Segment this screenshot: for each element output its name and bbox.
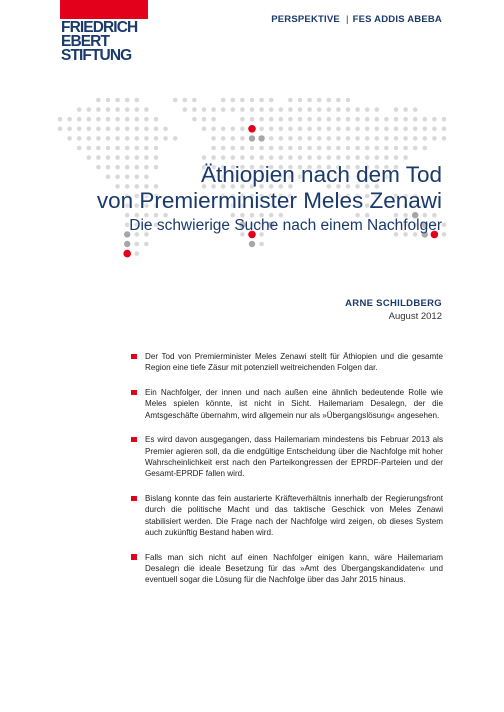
map-dot — [106, 117, 111, 122]
map-dot — [355, 107, 360, 112]
map-dot — [423, 117, 428, 122]
map-dot — [221, 107, 226, 112]
map-dot — [125, 98, 130, 103]
map-dot — [115, 146, 120, 151]
map-dot — [317, 107, 322, 112]
summary-item — [131, 552, 443, 586]
logo-line-1: FRIEDRICH — [61, 19, 138, 36]
map-dot — [240, 136, 245, 141]
map-dot — [249, 241, 255, 247]
map-dot — [202, 155, 207, 160]
map-dot — [355, 117, 360, 122]
map-dot — [211, 107, 216, 112]
map-dot — [221, 155, 226, 160]
map-dot — [231, 98, 236, 103]
header-separator: | — [345, 14, 349, 25]
map-dot — [240, 146, 245, 151]
map-dot — [96, 155, 101, 160]
map-dot — [423, 127, 428, 132]
map-dot — [87, 155, 92, 160]
map-dot — [87, 107, 92, 112]
map-dot — [259, 107, 264, 112]
map-dot — [403, 127, 408, 132]
publication-date: August 2012 — [388, 311, 442, 322]
map-dot — [240, 107, 245, 112]
map-dot — [259, 146, 264, 151]
map-dot — [67, 117, 72, 122]
map-dot — [163, 136, 168, 141]
map-dot — [58, 127, 63, 132]
map-dot — [403, 136, 408, 141]
map-dot — [211, 146, 216, 151]
summary-item — [131, 387, 443, 421]
map-dot — [394, 146, 399, 151]
map-dot — [221, 127, 226, 132]
map-dot — [250, 107, 255, 112]
map-dot — [115, 136, 120, 141]
map-dot — [346, 117, 351, 122]
map-dot — [375, 146, 380, 151]
map-dot — [173, 136, 178, 141]
publisher-label: FES ADDIS ABEBA — [352, 14, 442, 25]
map-dot — [394, 117, 399, 122]
map-dot — [211, 155, 216, 160]
map-dot — [298, 146, 303, 151]
map-dot — [259, 117, 264, 122]
map-dot — [346, 155, 351, 160]
map-dot — [154, 146, 159, 151]
map-dot — [183, 98, 188, 103]
map-dot — [279, 146, 284, 151]
map-dot — [240, 98, 245, 103]
map-dot — [269, 146, 274, 151]
map-dot — [231, 107, 236, 112]
map-dot — [106, 136, 111, 141]
map-dot — [317, 155, 322, 160]
map-dot — [365, 146, 370, 151]
map-dot — [231, 155, 236, 160]
map-dot — [211, 127, 216, 132]
map-dot — [432, 136, 437, 141]
map-dot — [307, 136, 312, 141]
map-dot — [192, 117, 197, 122]
map-dot — [144, 155, 149, 160]
map-dot — [96, 98, 101, 103]
map-dot — [317, 136, 322, 141]
map-dot — [183, 107, 188, 112]
map-dot — [298, 107, 303, 112]
map-dot — [307, 98, 312, 103]
map-dot — [125, 117, 130, 122]
map-dot — [403, 155, 408, 160]
map-dot — [269, 107, 274, 112]
map-dot — [87, 127, 92, 132]
map-dot — [250, 155, 255, 160]
map-dot — [77, 127, 82, 132]
bullet-square-icon — [131, 554, 137, 560]
map-dot — [77, 107, 82, 112]
map-dot — [173, 98, 178, 103]
map-dot — [279, 127, 284, 132]
map-dot — [432, 127, 437, 132]
map-dot — [288, 146, 293, 151]
series-label: PERSPEKTIVE — [271, 14, 340, 25]
map-dot — [115, 107, 120, 112]
map-dot — [250, 117, 255, 122]
map-dot — [231, 127, 236, 132]
map-dot — [231, 136, 236, 141]
map-dot — [77, 136, 82, 141]
map-dot — [375, 117, 380, 122]
map-dot — [202, 107, 207, 112]
map-dot — [202, 117, 207, 122]
map-dot — [423, 136, 428, 141]
map-dot — [96, 107, 101, 112]
map-dot — [403, 117, 408, 122]
summary-text: Der Tod von Premierminister Meles Zenawi stellt für Äthiopien und die gesamte Region eine tiefe Zäsur mit potenziell weitreichenden Folgen dar. — [145, 352, 443, 373]
map-dot — [154, 155, 159, 160]
title-line-1: Äthiopien nach dem Tod — [200, 162, 442, 187]
map-dot — [135, 155, 140, 160]
map-dot — [96, 127, 101, 132]
map-dot — [288, 136, 293, 141]
map-dot — [77, 117, 82, 122]
map-dot — [106, 127, 111, 132]
map-dot — [192, 107, 197, 112]
map-dot — [298, 117, 303, 122]
map-dot — [279, 136, 284, 141]
map-dot — [327, 155, 332, 160]
map-dot — [442, 223, 447, 228]
map-dot — [135, 251, 140, 256]
map-dot — [394, 127, 399, 132]
map-dot — [413, 117, 418, 122]
map-dot — [125, 146, 130, 151]
map-dot — [279, 117, 284, 122]
map-dot — [336, 127, 341, 132]
map-dot — [327, 127, 332, 132]
map-dot — [355, 155, 360, 160]
map-dot — [279, 155, 284, 160]
map-dot — [327, 146, 332, 151]
map-dot — [87, 117, 92, 122]
map-dot — [144, 117, 149, 122]
map-dot — [442, 136, 447, 141]
map-dot — [317, 117, 322, 122]
map-dot — [307, 127, 312, 132]
map-dot — [240, 117, 245, 122]
map-dot — [288, 117, 293, 122]
map-dot — [307, 107, 312, 112]
map-dot — [250, 146, 255, 151]
map-dot — [240, 127, 245, 132]
map-dot — [87, 146, 92, 151]
map-dot — [403, 107, 408, 112]
map-dot — [125, 107, 130, 112]
map-dot — [394, 136, 399, 141]
summary-text: Bislang konnte das fein austarierte Kräfteverhältnis innerhalb der Regierungsfront durch die politische Macht und das taktische Geschick von Meles Zenawi stabilisiert werden. Die Frage nach der Nachfolge wird zeigen, ob dieses System auch zukünftig Bestand haben wird. — [145, 494, 443, 538]
map-dot — [384, 155, 389, 160]
title-line-2: von Premierminister Meles Zenawi — [96, 188, 442, 213]
map-dot — [375, 136, 380, 141]
map-dot — [249, 135, 255, 141]
map-dot — [125, 155, 130, 160]
map-dot — [413, 127, 418, 132]
map-dot — [135, 117, 140, 122]
map-dot — [336, 155, 341, 160]
map-dot — [106, 155, 111, 160]
map-dot — [288, 155, 293, 160]
map-dot — [413, 146, 418, 151]
summary-item — [131, 493, 443, 538]
map-dot — [375, 155, 380, 160]
map-dot — [144, 136, 149, 141]
map-dot — [231, 146, 236, 151]
map-dot — [115, 155, 120, 160]
map-dot — [240, 155, 245, 160]
map-dot — [163, 127, 168, 132]
map-dot — [106, 107, 111, 112]
map-dot — [413, 136, 418, 141]
map-dot — [288, 107, 293, 112]
map-dot — [154, 136, 159, 141]
map-dot — [154, 117, 159, 122]
map-dot — [87, 136, 92, 141]
map-dot — [154, 127, 159, 132]
map-dot — [288, 98, 293, 103]
map-dot — [327, 107, 332, 112]
document-title — [97, 162, 442, 214]
map-dot — [135, 242, 140, 247]
map-dot — [327, 136, 332, 141]
map-dot — [365, 127, 370, 132]
map-dot — [135, 136, 140, 141]
map-dot — [355, 136, 360, 141]
bullet-square-icon — [131, 390, 137, 396]
map-dot — [413, 107, 418, 112]
map-dot — [365, 136, 370, 141]
map-dot — [307, 155, 312, 160]
map-dot — [327, 98, 332, 103]
map-dot — [115, 117, 120, 122]
map-dot — [259, 155, 264, 160]
summary-item — [131, 351, 443, 374]
bullet-square-icon — [131, 437, 137, 443]
map-dot — [106, 146, 111, 151]
map-dot — [288, 127, 293, 132]
map-dot — [365, 107, 370, 112]
map-dot — [259, 127, 264, 132]
author-name: ARNE SCHILDBERG — [345, 298, 442, 309]
map-dot — [336, 98, 341, 103]
bullet-square-icon — [131, 496, 137, 502]
map-dot — [135, 98, 140, 103]
map-dot — [135, 107, 140, 112]
map-dot — [346, 107, 351, 112]
map-dot — [67, 136, 72, 141]
map-dot — [375, 107, 380, 112]
map-dot — [135, 127, 140, 132]
map-dot — [269, 117, 274, 122]
map-dot — [384, 127, 389, 132]
map-dot — [384, 136, 389, 141]
map-dot — [77, 146, 82, 151]
map-dot — [96, 136, 101, 141]
map-dot — [211, 136, 216, 141]
map-dot — [221, 136, 226, 141]
map-dot — [394, 107, 399, 112]
map-dot — [442, 127, 447, 132]
map-dot — [259, 98, 264, 103]
map-dot — [221, 146, 226, 151]
map-dot — [115, 127, 120, 132]
map-dot — [125, 136, 130, 141]
map-dot — [144, 146, 149, 151]
map-dot — [317, 127, 322, 132]
map-dot — [403, 146, 408, 151]
map-dot — [144, 242, 149, 247]
map-dot — [144, 127, 149, 132]
map-dot — [124, 241, 130, 247]
map-dot — [259, 242, 264, 247]
bullet-square-icon — [131, 354, 137, 360]
map-dot — [365, 117, 370, 122]
map-dot — [336, 117, 341, 122]
map-dot-accent — [123, 250, 131, 258]
map-dot — [317, 98, 322, 103]
map-dot — [327, 117, 332, 122]
map-dot — [423, 146, 428, 151]
map-dot — [221, 98, 226, 103]
map-dot — [250, 98, 255, 103]
summary-item — [131, 434, 443, 479]
map-dot-accent — [248, 125, 256, 133]
map-dot — [384, 117, 389, 122]
logo-line-3: STIFTUNG — [61, 47, 132, 64]
map-dot — [346, 98, 351, 103]
map-dot — [258, 135, 264, 141]
map-dot — [96, 117, 101, 122]
map-dot — [355, 146, 360, 151]
map-dot — [432, 117, 437, 122]
map-dot — [375, 127, 380, 132]
summary-list — [131, 351, 443, 599]
map-dot — [298, 155, 303, 160]
map-dot — [384, 146, 389, 151]
map-dot — [135, 146, 140, 151]
map-dot — [346, 136, 351, 141]
map-dot — [317, 146, 322, 151]
map-dot — [269, 98, 274, 103]
map-dot — [269, 136, 274, 141]
map-dot — [144, 107, 149, 112]
map-dot — [336, 146, 341, 151]
document-subtitle: Die schwierige Suche nach einem Nachfolger — [129, 217, 442, 234]
map-dot — [336, 136, 341, 141]
map-dot — [269, 155, 274, 160]
map-dot — [202, 127, 207, 132]
summary-text: Ein Nachfolger, der innen und nach außen eine ähnlich bedeutende Rolle wie Meles spielen könnte, ist nicht in Sicht. Hailemariam Desalegn, der die Amtsgeschäfte übernahm, wird allgemein nur als »Übergangslösung« angesehen. — [145, 388, 443, 420]
map-dot — [125, 127, 130, 132]
map-dot — [307, 117, 312, 122]
map-dot — [298, 136, 303, 141]
map-dot — [115, 98, 120, 103]
map-dot — [298, 98, 303, 103]
map-dot — [355, 127, 360, 132]
map-dot — [442, 117, 447, 122]
map-dot — [269, 127, 274, 132]
map-dot — [442, 232, 447, 237]
map-dot — [192, 98, 197, 103]
map-dot — [346, 146, 351, 151]
map-dot — [307, 146, 312, 151]
map-dot — [346, 127, 351, 132]
map-dot — [336, 107, 341, 112]
map-dot — [279, 107, 284, 112]
map-dot — [67, 127, 72, 132]
summary-text: Falls man sich nicht auf einen Nachfolger einigen kann, wäre Hailemariam Desalegn die ideale Besetzung für das »Amt des Übergangskandidaten« und eventuell sogar die Lösung für die Nachfolge über das Jahr 2015 hinaus. — [145, 552, 443, 585]
map-dot — [211, 117, 216, 122]
map-dot — [365, 155, 370, 160]
map-dot — [96, 146, 101, 151]
map-dot — [394, 155, 399, 160]
map-dot — [106, 98, 111, 103]
logo-line-2: EBERT — [61, 33, 110, 50]
summary-text: Es wird davon ausgegangen, dass Hailemariam mindestens bis Februar 2013 als Premier agieren soll, da die endgültige Entscheidung über die Nachfolge mit hoher Wahrscheinlichkeit erst nach den Parteikongressen der EPRDF-Parteien und der Gesamt-EPRDF fallen wird. — [145, 435, 443, 479]
map-dot — [58, 117, 63, 122]
map-dot — [298, 127, 303, 132]
